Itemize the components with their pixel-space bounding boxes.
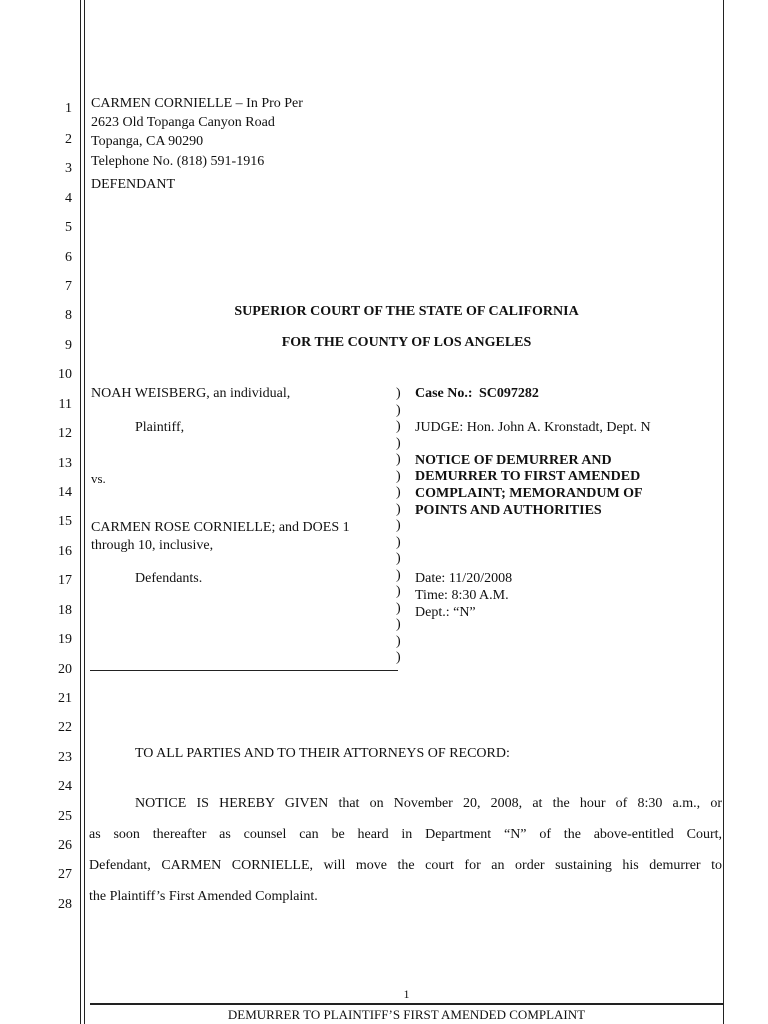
right-margin-rule	[723, 0, 724, 1024]
line-number: 21	[58, 691, 72, 706]
line-number: 1	[65, 101, 72, 116]
line-number: 3	[65, 161, 72, 176]
versus-label: vs.	[91, 471, 106, 486]
notice-paragraph-line4: the Plaintiff’s First Amended Complaint.	[89, 889, 318, 904]
line-number: 14	[58, 485, 72, 500]
party-name: CARMEN CORNIELLE – In Pro Per	[91, 96, 303, 111]
line-number: 26	[58, 838, 72, 853]
notice-paragraph-line1	[135, 796, 722, 812]
line-number: 12	[58, 426, 72, 441]
line-number: 8	[65, 308, 72, 323]
party-role: DEFENDANT	[91, 177, 175, 192]
line-number: 7	[65, 279, 72, 294]
line-number: 19	[58, 632, 72, 647]
line-number: 9	[65, 338, 72, 353]
defendant-role: Defendants.	[135, 571, 203, 586]
case-number-label: Case No.:	[415, 386, 473, 401]
hearing-time: Time: 8:30 A.M.	[415, 588, 509, 603]
document-title-line2: DEMURRER TO FIRST AMENDED	[415, 469, 641, 484]
line-number: 22	[58, 720, 72, 735]
notice-paragraph-line3: Defendant, CARMEN CORNIELLE, will move the court for an order sustaining his demurrer to	[89, 858, 722, 873]
court-county: FOR THE COUNTY OF LOS ANGELES	[281, 335, 532, 350]
notice-paragraph-line2: as soon thereafter as counsel can be heard in Department “N” of the above-entitled Court,	[89, 827, 722, 842]
line-number: 4	[65, 191, 72, 206]
line-number: 18	[58, 603, 72, 618]
line-number: 17	[58, 573, 72, 588]
hearing-date: Date: 11/20/2008	[415, 571, 513, 586]
line-number: 27	[58, 867, 72, 882]
footer-rule	[90, 1003, 723, 1005]
left-margin-rule-inner	[84, 0, 85, 1024]
document-title-line1: NOTICE OF DEMURRER AND	[415, 453, 612, 468]
line-number: 2	[65, 132, 72, 147]
plaintiff-role: Plaintiff,	[135, 420, 185, 435]
judge-line: JUDGE: Hon. John A. Kronstadt, Dept. N	[415, 420, 651, 435]
line-number: 28	[58, 897, 72, 912]
caption-parentheses: ) ) ) ) ) ) ) ) ) ) ) ) ) ) ) ) )	[396, 386, 401, 665]
plaintiff-name: NOAH WEISBERG, an individual,	[91, 386, 291, 401]
line-number: 10	[58, 367, 72, 382]
party-phone: Telephone No. (818) 591-1916	[91, 154, 265, 169]
document-title-line3: COMPLAINT; MEMORANDUM OF	[415, 486, 643, 501]
left-margin-rule	[80, 0, 81, 1024]
line-number: 23	[58, 750, 72, 765]
case-number: SC097282	[479, 386, 539, 401]
line-number: 16	[58, 544, 72, 559]
party-address: 2623 Old Topanga Canyon Road	[91, 115, 275, 130]
defendant-name-line2: through 10, inclusive,	[91, 538, 214, 553]
document-title-line4: POINTS AND AUTHORITIES	[415, 503, 602, 518]
party-city: Topanga, CA 90290	[91, 134, 204, 149]
line-number: 5	[65, 220, 72, 235]
page-number: 1	[403, 987, 410, 1001]
notice-line1-text: that on November 20, 2008, at the hour of 8:30 a.m., or	[328, 796, 722, 811]
line-number: 13	[58, 456, 72, 471]
line-number: 24	[58, 779, 72, 794]
hearing-dept: Dept.: “N”	[415, 605, 476, 620]
caption-bottom-rule	[90, 670, 398, 671]
notice-lead: NOTICE IS HEREBY GIVEN	[135, 796, 329, 811]
line-number: 15	[58, 514, 72, 529]
court-title: SUPERIOR COURT OF THE STATE OF CALIFORNIA	[234, 304, 579, 319]
footer-title: DEMURRER TO PLAINTIFF’S FIRST AMENDED COMPLAINT	[227, 1007, 586, 1022]
defendant-name-line1: CARMEN ROSE CORNIELLE; and DOES 1	[91, 520, 350, 535]
line-number: 6	[65, 250, 72, 265]
line-number: 11	[58, 397, 72, 412]
line-number: 20	[58, 662, 72, 677]
line-number: 25	[58, 809, 72, 824]
salutation: TO ALL PARTIES AND TO THEIR ATTORNEYS OF RECORD:	[135, 746, 510, 761]
